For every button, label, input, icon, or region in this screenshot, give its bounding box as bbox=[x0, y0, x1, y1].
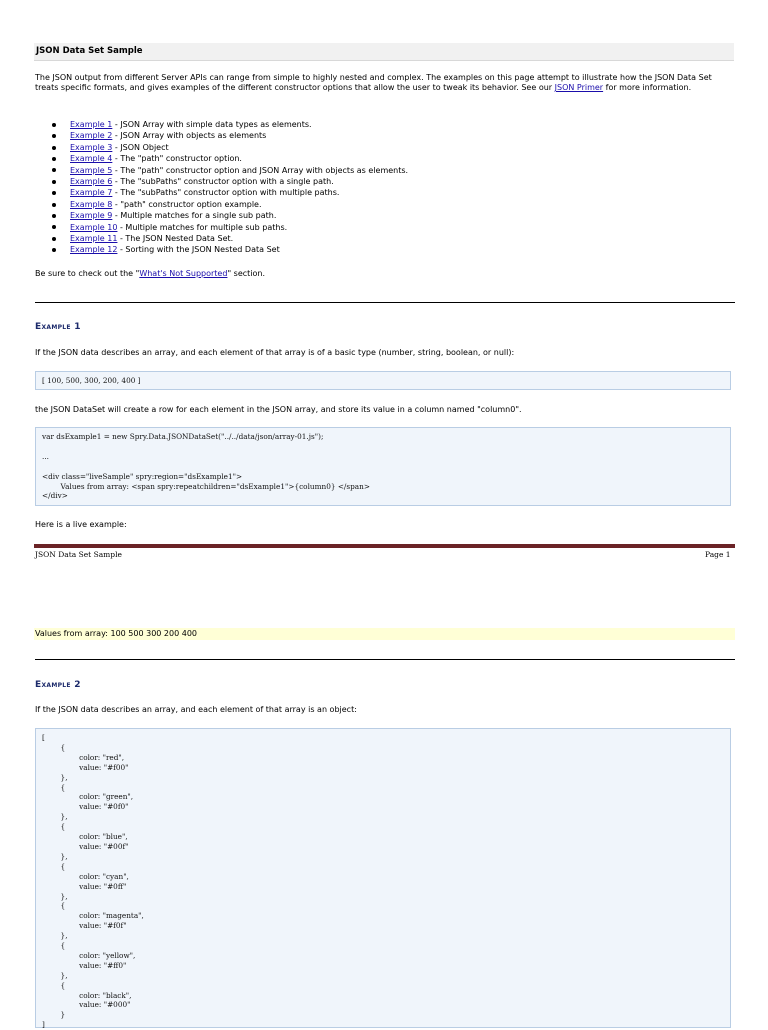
bullet-icon bbox=[52, 225, 56, 229]
bullet-icon bbox=[52, 214, 56, 218]
live-example-label: Here is a live example: bbox=[35, 520, 127, 529]
example-11-link[interactable]: Example 11 bbox=[70, 233, 118, 243]
live-sample bbox=[34, 628, 735, 640]
example-6-link[interactable]: Example 6 bbox=[70, 176, 113, 186]
bullet-icon bbox=[52, 168, 56, 172]
example-8-link[interactable]: Example 8 bbox=[70, 199, 113, 209]
bullet-icon bbox=[52, 203, 56, 207]
not-supported-paragraph bbox=[35, 269, 735, 279]
intro-text-end: for more information. bbox=[603, 83, 692, 92]
list-item bbox=[35, 233, 408, 244]
list-item-desc: - The "path" constructor option. bbox=[112, 154, 242, 164]
list-item-desc: - JSON Array with objects as elements bbox=[112, 131, 267, 141]
example-9-link[interactable]: Example 9 bbox=[70, 211, 113, 221]
example-1-explanation: the JSON DataSet will create a row for each element in the JSON array, and store its value in a column named "column0". bbox=[35, 405, 522, 414]
code-block-dataset bbox=[35, 427, 731, 506]
list-item-desc: - Multiple matches for multiple sub paths. bbox=[117, 222, 288, 232]
example-1-link[interactable]: Example 1 bbox=[70, 120, 113, 129]
example-5-link[interactable]: Example 5 bbox=[70, 165, 113, 175]
list-item bbox=[35, 244, 408, 255]
bullet-icon bbox=[52, 134, 56, 138]
example-2-link[interactable]: Example 2 bbox=[70, 131, 113, 141]
list-item bbox=[35, 199, 408, 210]
bullet-icon bbox=[52, 237, 56, 241]
example-2-description: If the JSON data describes an array, and each element of that array is an object: bbox=[35, 705, 357, 714]
json-primer-link[interactable]: JSON Primer bbox=[554, 83, 604, 92]
bullet-icon bbox=[52, 157, 56, 161]
bullet-icon bbox=[52, 248, 56, 252]
code-block-array bbox=[35, 371, 731, 390]
page-title-bar bbox=[34, 43, 734, 61]
live-sample-text: Values from array: 100 500 300 200 400 bbox=[35, 629, 197, 638]
bullet-icon bbox=[52, 123, 56, 127]
example-12-link[interactable]: Example 12 bbox=[70, 245, 118, 255]
section-divider bbox=[35, 302, 735, 303]
code-text: [ 100, 500, 300, 200, 400 ] bbox=[42, 376, 141, 385]
example-3-link[interactable]: Example 3 bbox=[70, 142, 113, 152]
footer-title: JSON Data Set Sample bbox=[35, 550, 122, 559]
list-item-desc: - JSON Object bbox=[112, 142, 169, 152]
bullet-icon bbox=[52, 191, 56, 195]
list-item-desc: - The JSON Nested Data Set. bbox=[117, 233, 234, 243]
example-1-description: If the JSON data describes an array, and each element of that array is of a basic type (number, string, boolean, or null): bbox=[35, 348, 515, 357]
whats-not-supported-link[interactable]: What's Not Supported bbox=[139, 269, 228, 278]
intro-paragraph bbox=[35, 73, 735, 93]
list-item bbox=[35, 176, 408, 187]
list-item-desc: - Multiple matches for a single sub path. bbox=[112, 211, 277, 221]
list-item-desc: - Sorting with the JSON Nested Data Set bbox=[117, 245, 280, 255]
bullet-icon bbox=[52, 146, 56, 150]
check-text: Be sure to check out the " bbox=[35, 269, 140, 278]
example-2-heading: Example 2 bbox=[35, 680, 81, 690]
example-10-link[interactable]: Example 10 bbox=[70, 222, 118, 232]
list-item bbox=[35, 130, 408, 141]
example-1-heading: Example 1 bbox=[35, 322, 81, 332]
section-divider bbox=[35, 659, 735, 660]
code-block-objects bbox=[35, 728, 731, 1028]
code-text: [ { color: "red", value: "#f00" }, { color: "green", value: "#0f0" }, { color: "blue", value: "#00f" }, { color: "cyan", value: "#0ff" }, { color: "magenta", value: "#f0f" }, { color: "yellow", value: "#ff0" }, { color: "black", value: "#000" } ] bbox=[42, 733, 144, 1030]
list-item bbox=[35, 153, 408, 164]
list-item bbox=[35, 165, 408, 176]
intro-text: The JSON output from different Server APIs can range from simple to highly nested and complex. The examples on this page attempt to illustrate how the JSON Data Set treats specific formats, and gives examples of the different constructor options that allow the user to tweak its behavior. See our bbox=[35, 73, 712, 92]
example-7-link[interactable]: Example 7 bbox=[70, 188, 113, 198]
list-item bbox=[35, 210, 408, 221]
list-item-desc: - The "path" constructor option and JSON Array with objects as elements. bbox=[112, 165, 409, 175]
check-text-end: " section. bbox=[227, 269, 266, 278]
bullet-icon bbox=[52, 180, 56, 184]
code-text: var dsExample1 = new Spry.Data.JSONDataSet("../../data/json/array-01.js"); ... <div class="liveSample" spry:region="dsExample1"> Values from array: <span spry:repeatchildren="dsExample1">{column0} </span> </div> bbox=[42, 432, 370, 501]
page-title: JSON Data Set Sample bbox=[36, 46, 143, 56]
example-list bbox=[35, 119, 408, 256]
list-item-desc: - The "subPaths" constructor option with a single path. bbox=[112, 176, 334, 186]
list-item-desc: - "path" constructor option example. bbox=[112, 199, 262, 209]
list-item bbox=[35, 222, 408, 233]
list-item bbox=[35, 142, 408, 153]
list-item bbox=[35, 187, 408, 198]
list-item bbox=[35, 119, 408, 130]
list-item-desc: - The "subPaths" constructor option with multiple paths. bbox=[112, 188, 340, 198]
example-4-link[interactable]: Example 4 bbox=[70, 154, 113, 164]
page-footer-rule bbox=[34, 544, 735, 548]
footer-page-number: Page 1 bbox=[705, 550, 731, 559]
list-item-desc: - JSON Array with simple data types as elements. bbox=[112, 120, 312, 129]
